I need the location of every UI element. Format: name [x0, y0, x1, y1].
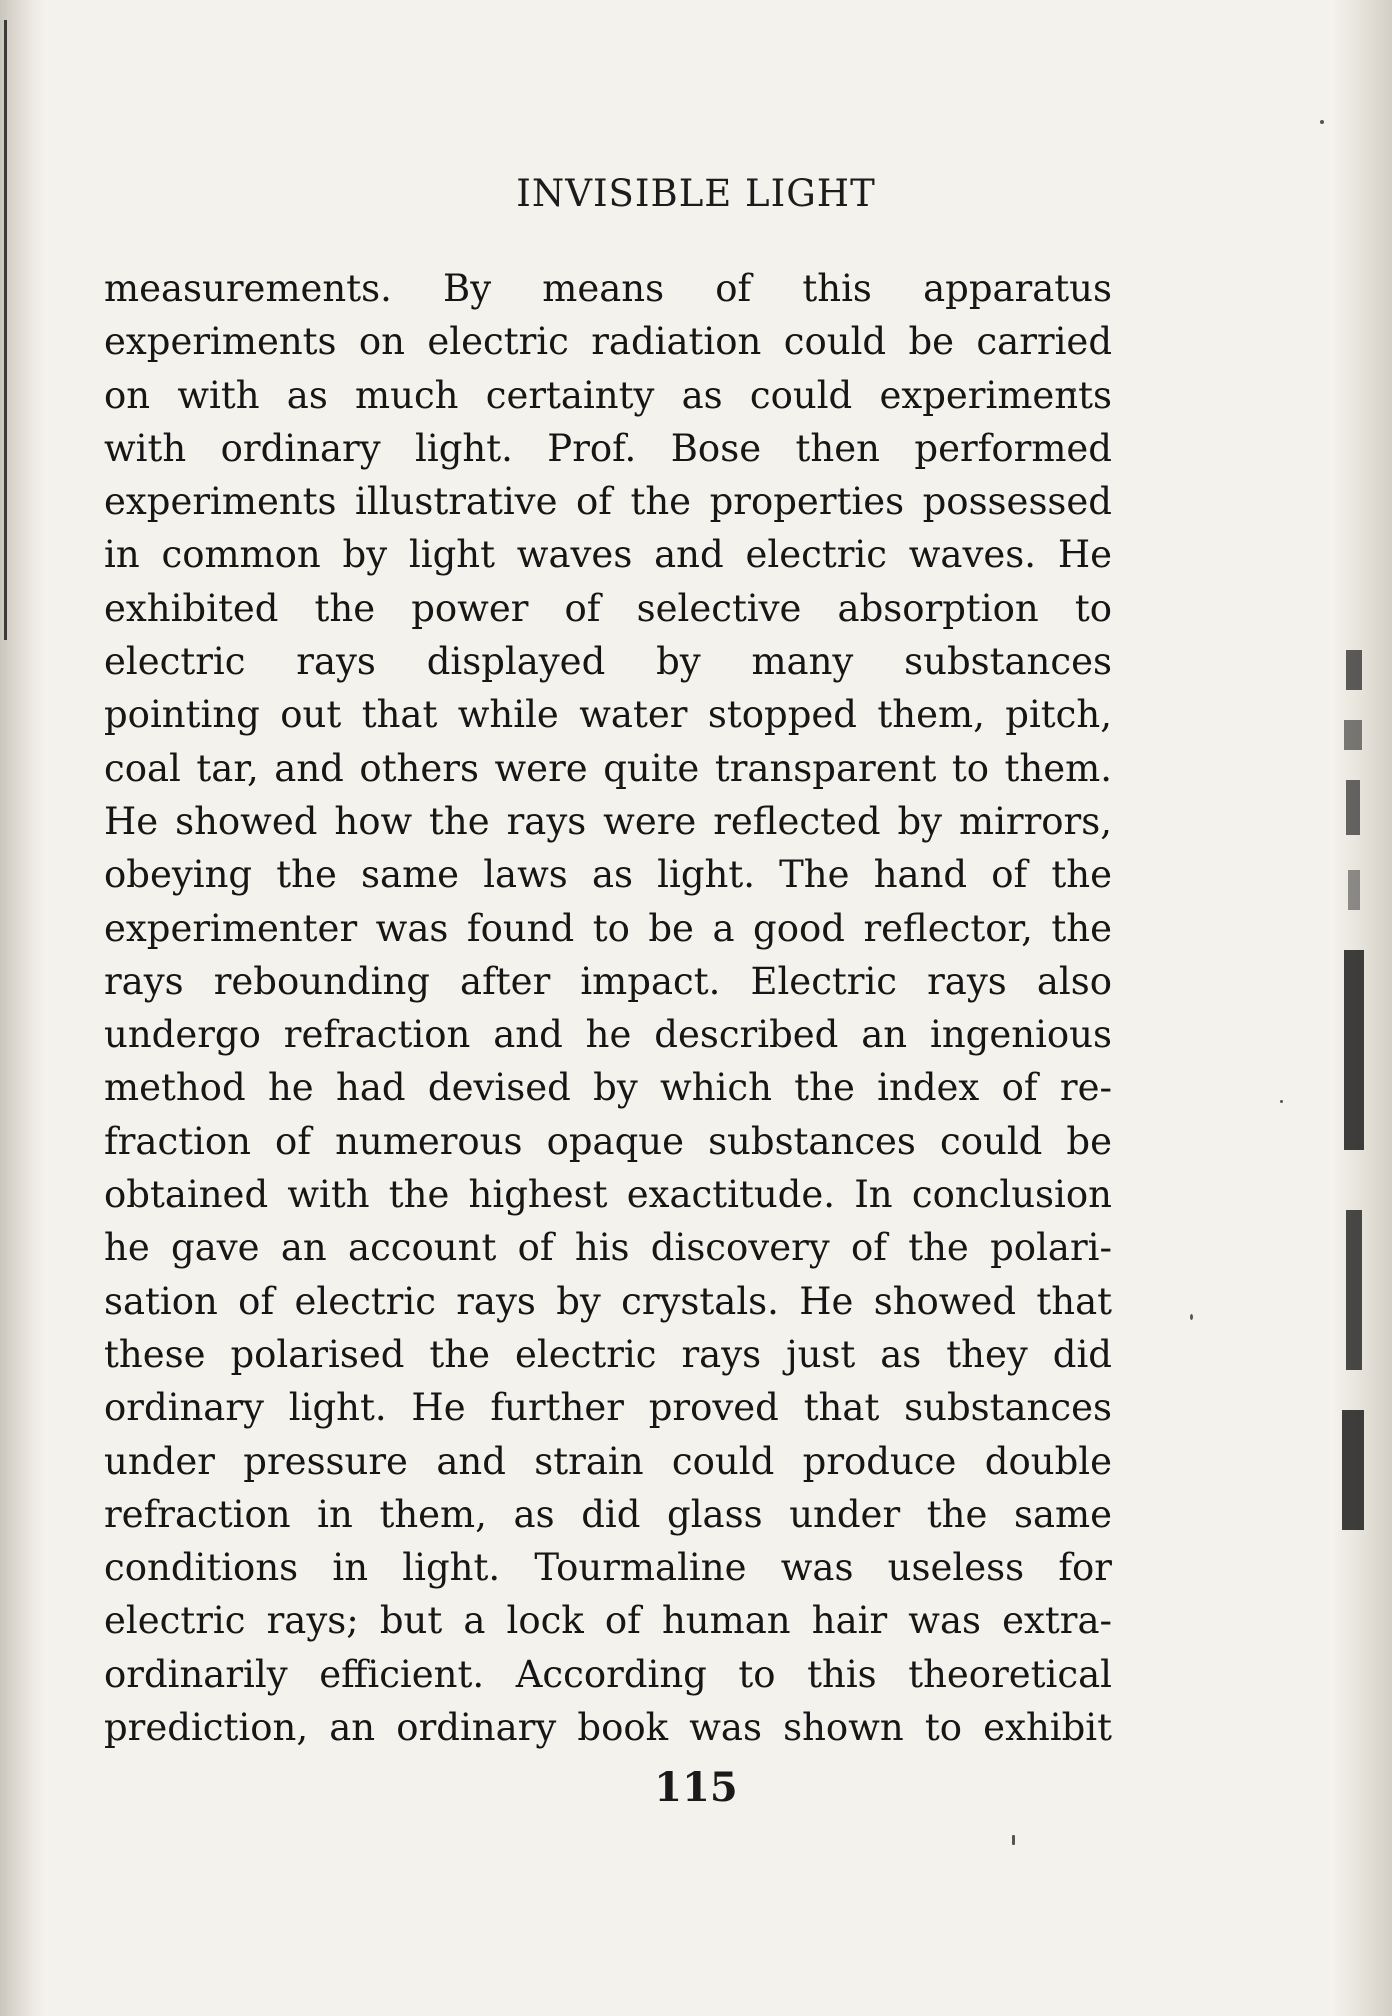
- speck: [1320, 120, 1324, 124]
- text-line: experiments on electric radiation could be carried: [104, 320, 1112, 364]
- text-line: prediction, an ordinary book was shown to exhibit: [104, 1706, 1112, 1750]
- binding-line: [4, 20, 7, 640]
- library-stamp-bleed: [1336, 650, 1370, 1550]
- text-line: under pressure and strain could produce double: [104, 1439, 1112, 1483]
- speck: [1012, 1835, 1015, 1845]
- text-line: method he had devised by which the index of re-: [104, 1066, 1112, 1110]
- text-line: electric rays; but a lock of human hair was extra-: [104, 1599, 1112, 1643]
- text-line: in common by light waves and electric waves. He: [104, 533, 1112, 577]
- text-line: rays rebounding after impact. Electric rays also: [104, 959, 1112, 1003]
- text-line: ordinary light. He further proved that substances: [104, 1386, 1112, 1430]
- text-line: these polarised the electric rays just as they did: [104, 1332, 1112, 1376]
- text-line: measurements. By means of this apparatus: [104, 267, 1112, 310]
- text-line: undergo refraction and he described an ingenious: [104, 1013, 1112, 1057]
- text-line: exhibited the power of selective absorption to: [104, 586, 1112, 630]
- text-line: obeying the same laws as light. The hand of the: [104, 853, 1112, 897]
- page-number: 115: [654, 1764, 738, 1811]
- text-line: obtained with the highest exactitude. In conclusion: [104, 1173, 1112, 1217]
- text-line: sation of electric rays by crystals. He showed that: [104, 1279, 1112, 1323]
- text-line: he gave an account of his discovery of the polari-: [104, 1226, 1112, 1270]
- text-line: experiments illustrative of the properties possessed: [104, 480, 1112, 524]
- text-line: refraction in them, as did glass under the same: [104, 1492, 1112, 1536]
- text-line: experimenter was found to be a good reflector, the: [104, 906, 1112, 950]
- text-line: fraction of numerous opaque substances could be: [104, 1119, 1112, 1163]
- text-line: pointing out that while water stopped them, pitch,: [104, 693, 1112, 737]
- text-line: coal tar, and others were quite transparent to them.: [104, 746, 1112, 790]
- running-head: INVISIBLE LIGHT: [516, 172, 876, 215]
- text-line: ordinarily efficient. According to this theoretical: [104, 1652, 1112, 1696]
- text-line: conditions in light. Tourmaline was useless for: [104, 1546, 1112, 1590]
- text-line: on with as much certainty as could experiments: [104, 373, 1112, 417]
- text-line: electric rays displayed by many substances: [104, 640, 1112, 684]
- text-line: He showed how the rays were reflected by mirrors,: [104, 799, 1112, 843]
- speck: [1280, 1100, 1283, 1103]
- speck: [1190, 1314, 1193, 1320]
- body-text: [104, 262, 1112, 1754]
- text-line: with ordinary light. Prof. Bose then performed: [104, 426, 1112, 470]
